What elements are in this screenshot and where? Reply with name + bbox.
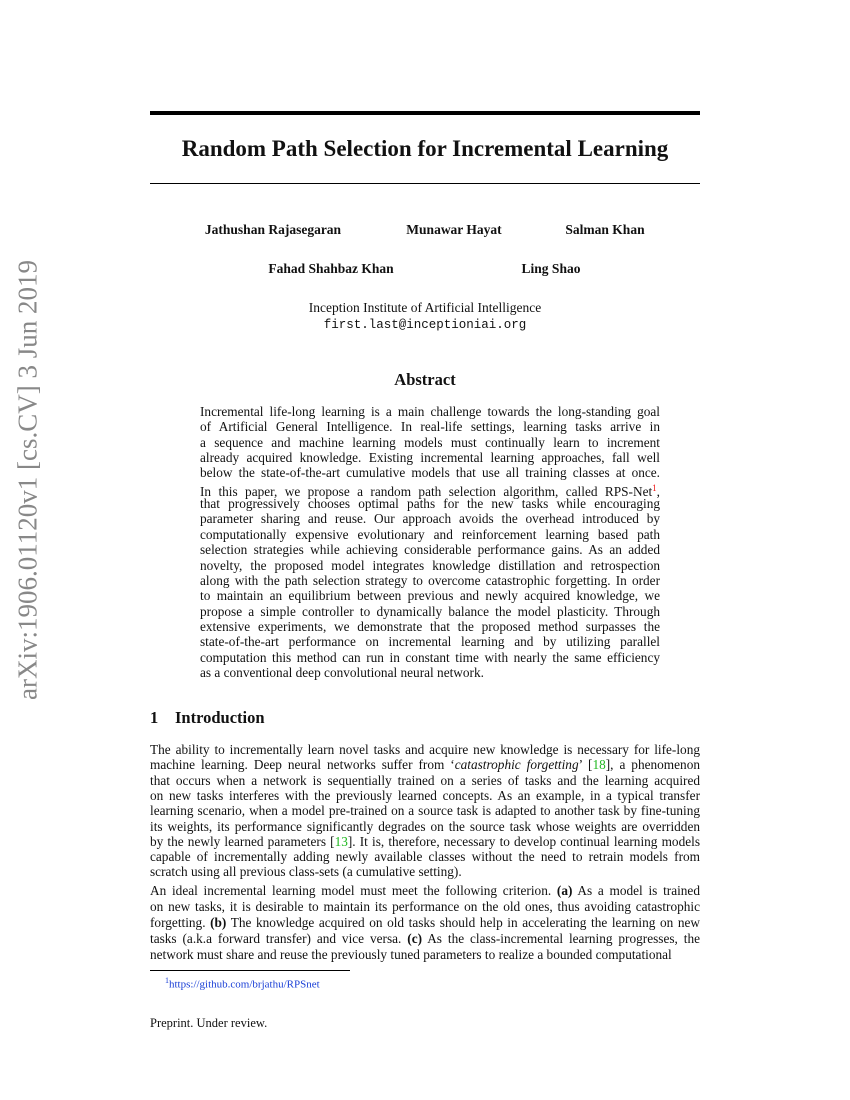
text-line [200,665,660,680]
text-run: selection strategies while achieving considerable performance gains. As an added [200,542,660,558]
text-line [150,931,700,946]
text-run: , [656,483,660,499]
text-run: ], a phenomenon [605,757,700,773]
text-run: machine learning. Deep neural networks suffer from ‘ [150,757,455,773]
text-line [150,773,700,788]
text-line [150,915,700,930]
section-heading-introduction [150,708,265,728]
text-line [150,834,700,849]
author: Munawar Hayat [406,222,502,237]
title-bottom-rule [150,183,700,184]
text-line [200,558,660,573]
footnote[interactable] [165,976,320,991]
author: Jathushan Rajasegaran [204,222,342,237]
text-line [200,419,660,434]
text-line [200,435,660,450]
text-run: below the state-of-the-art cumulative models that use all training classes at once. [200,465,660,481]
text-line [200,511,660,526]
citation-link[interactable]: 18 [592,757,606,773]
text-run: novelty, the proposed model integrates knowledge distillation and retrospection [200,557,660,573]
text-run: as a conventional deep convolutional neural network. [200,664,484,680]
footnote-rule [150,970,350,971]
text-run: network must share and reuse the previously tuned parameters to realize a bounded computational [150,946,672,962]
text-line [150,788,700,803]
text-run: learning scenario, when a model pre-trained on a source task is adapted to another task by fine-tuning [150,803,700,819]
text-run: Incremental life-long learning is a main challenge towards the long-standing goal [200,404,660,419]
text-line [200,619,660,634]
text-line [200,450,660,465]
text-run: on new tasks, it is desirable to maintain its performance on the old ones, thus avoiding catastrophic [150,898,700,914]
text-run: computation this method can run in constant time with nearly the same efficiency [200,649,660,665]
text-run: that occurs when a network is sequentially trained on a series of tasks and the learning acquired [150,772,700,788]
text-run: catastrophic forgetting [454,757,579,773]
text-run: extensive experiments, we demonstrate that the proposed method surpasses the [200,618,660,634]
text-run: along with the path selection strategy to overcome catastrophic forgetting. In order [200,572,660,588]
text-line [150,742,700,757]
text-line [150,883,700,898]
text-run: already acquired knowledge. Existing incremental learning approaches, fall well [200,450,660,466]
text-run: As a model is trained [572,883,700,898]
text-run: (b) [210,914,227,930]
footnote-link[interactable]: https://github.com/brjathu/RPSnet [169,978,320,991]
text-run: state-of-the-art performance on incremental learning and by utilizing parallel [200,634,660,650]
text-line [200,404,660,419]
footnote-ref[interactable]: 1 [652,482,657,493]
text-line [200,573,660,588]
text-line [150,899,700,914]
text-run: ’ [ [578,757,593,773]
title-top-rule [150,111,700,115]
text-line [200,496,660,511]
preprint-footer: Preprint. Under review. [150,1016,268,1030]
text-run: computationally expensive evolutionary and reinforcement learning based path [200,526,660,542]
citation-link[interactable]: 13 [334,833,348,849]
text-run: forgetting. [150,914,211,930]
text-line [150,849,700,864]
text-run: capable of incrementally adding newly available classes without the need to retrain models from [150,849,700,865]
section-number: 1 [150,708,159,727]
text-run: a sequence and machine learning models must continually learn to increment [200,434,660,450]
affiliation: Inception Institute of Artificial Intelligence [308,300,542,315]
section-title: Introduction [175,708,265,727]
text-run: tasks (a.k.a forward transfer) and vice versa. [150,930,408,946]
text-run: In this paper, we propose a random path selection algorithm, called RPS-Net [200,483,653,499]
text-line [150,757,700,772]
email: first.last@inceptioniai.org [323,318,527,332]
text-run: parameter sharing and reuse. Our approach avoids the overhead introduced by [200,511,660,527]
text-run: that progressively chooses optimal paths for the new tasks while encouraging [200,496,660,512]
author: Ling Shao [521,261,581,276]
text-run: scratch using all previous class-sets (a cumulative setting). [150,864,462,880]
text-line [150,864,700,879]
text-line [200,604,660,619]
footnote-mark: 1 [165,976,169,985]
text-line [200,465,660,480]
text-line [200,542,660,557]
text-run: of Artificial General Intelligence. In real-life settings, learning tasks arrive in [200,419,660,435]
text-line [150,819,700,834]
text-line [150,947,700,962]
text-line [200,588,660,603]
paper-title: Random Path Selection for Incremental Learning [181,136,669,161]
text-line [200,527,660,542]
text-run: by the newly learned parameters [ [150,833,335,849]
text-run: propose a simple controller to dynamically balance the model plasticity. Through [200,603,660,619]
author: Fahad Shahbaz Khan [268,261,394,276]
text-run: (a) [556,883,573,898]
text-run: The ability to incrementally learn novel tasks and acquire new knowledge is necessary for life-long [150,742,700,757]
text-run: As the class-incremental learning progresses, the [422,930,701,946]
text-run: its weights, its performance significantly degrades on the source task whose weights are overridden [150,818,700,834]
text-run: The knowledge acquired on old tasks should help in accelerating the learning on new [226,914,700,930]
abstract-heading: Abstract [394,370,456,389]
text-run: to maintain an equilibrium between previous and newly acquired knowledge, we [200,588,660,604]
text-line [200,650,660,665]
text-run: ]. It is, therefore, necessary to develop continual learning models [347,833,700,849]
author: Salman Khan [565,222,645,237]
text-line [150,803,700,818]
text-run: An ideal incremental learning model must meet the following criterion. [150,883,557,898]
arxiv-watermark: arXiv:1906.01120v1 [cs.CV] 3 Jun 2019 [12,260,43,700]
text-run: on new tasks interferes with the previously learned concepts. As an example, in a typical transfer [150,787,700,803]
text-line [200,634,660,649]
text-run: (c) [407,930,423,946]
